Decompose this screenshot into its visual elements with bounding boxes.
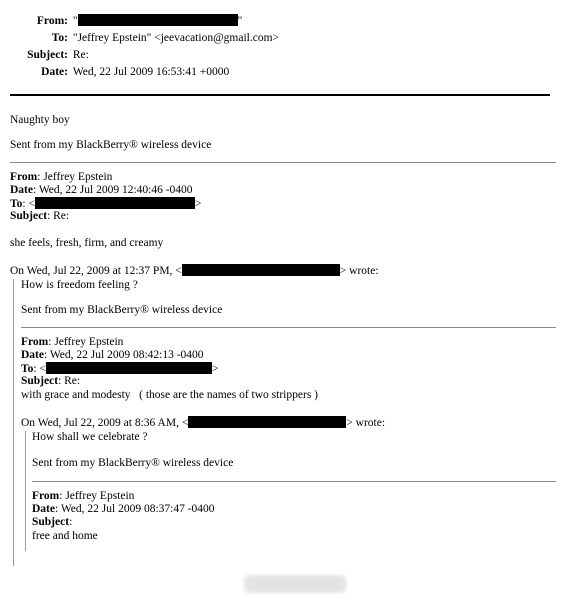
quote-bar-level-2 <box>25 431 26 551</box>
msg2-subject-label: Subject <box>10 210 48 222</box>
redaction-box <box>182 264 340 276</box>
msg2-from-value: : Jeffrey Epstein <box>37 171 113 183</box>
message-divider <box>10 162 556 163</box>
msg4-from-label: From <box>32 490 60 502</box>
header-subject-label: Subject: <box>27 49 68 61</box>
msg2-quote-intro <box>10 264 379 279</box>
redaction-box <box>78 14 238 26</box>
msg2-from-label: From <box>10 171 38 183</box>
quote1-body: How is freedom feeling ? <box>21 279 138 291</box>
watermark-logo <box>244 575 346 593</box>
msg2-quote-intro-suffix: > wrote: <box>339 265 379 277</box>
msg4-body: free and home <box>32 530 98 542</box>
quote1-divider <box>21 327 556 328</box>
quote2-body: How shall we celebrate ? <box>32 431 148 443</box>
msg4-subject-value: : <box>69 516 73 528</box>
msg2-from-row <box>10 171 112 185</box>
msg4-subject-label: Subject <box>32 516 70 528</box>
redaction-box <box>35 197 195 209</box>
msg4-from-value: : Jeffrey Epstein <box>59 490 135 502</box>
header-divider <box>10 94 550 96</box>
header-date-row <box>0 66 229 80</box>
msg2-body: she feels, fresh, firm, and creamy <box>10 237 164 249</box>
msg2-subject-value: : Re: <box>47 210 70 222</box>
msg2-subject-row <box>10 210 69 224</box>
header-date-value: Wed, 22 Jul 2009 16:53:41 +0000 <box>72 66 230 78</box>
msg3-subject-row <box>21 375 80 389</box>
quote2-signature: Sent from my BlackBerry® wireless device <box>32 457 234 469</box>
header-from-label: From: <box>36 15 68 27</box>
msg2-date-label: Date <box>10 184 33 196</box>
msg2-to-label: To <box>10 198 23 210</box>
msg3-date-label: Date <box>21 349 44 361</box>
header-subject-row <box>0 49 89 63</box>
msg3-body: with grace and modesty ( those are the names of two strippers ) <box>21 389 318 401</box>
msg2-to-suffix: > <box>194 198 202 210</box>
msg3-from-value: : Jeffrey Epstein <box>48 336 124 348</box>
header-to-value: "Jeffrey Epstein" <jeevacation@gmail.com> <box>72 32 280 44</box>
msg2-quote-intro-prefix: On Wed, Jul 22, 2009 at 12:37 PM, < <box>10 265 182 277</box>
msg3-subject-label: Subject <box>21 375 59 387</box>
quote2-divider <box>32 481 556 482</box>
header-from-open-quote: " <box>72 15 78 27</box>
msg4-from-row <box>32 490 134 504</box>
msg3-from-label: From <box>21 336 49 348</box>
msg3-date-row <box>21 349 204 363</box>
msg2-to-prefix: : < <box>22 198 35 210</box>
msg3-from-row <box>21 336 123 350</box>
msg4-date-label: Date <box>32 503 55 515</box>
msg3-quote-intro <box>21 416 385 431</box>
redaction-box <box>46 362 212 374</box>
msg3-subject-value: : Re: <box>58 375 81 387</box>
header-from-row <box>0 14 242 29</box>
msg3-to-suffix: > <box>211 363 219 375</box>
msg3-quote-intro-suffix: > wrote: <box>346 417 386 429</box>
msg2-date-value: : Wed, 22 Jul 2009 12:40:46 -0400 <box>33 184 193 196</box>
msg2-date-row <box>10 184 193 198</box>
msg4-subject-row <box>32 516 72 530</box>
msg3-to-label: To <box>21 363 34 375</box>
msg4-date-value: : Wed, 22 Jul 2009 08:37:47 -0400 <box>55 503 215 515</box>
msg3-quote-intro-prefix: On Wed, Jul 22, 2009 at 8:36 AM, < <box>21 417 189 429</box>
redaction-box <box>188 416 346 428</box>
header-to-row <box>0 32 279 46</box>
header-to-label: To: <box>51 32 68 44</box>
header-date-label: Date: <box>41 66 68 78</box>
reply-signature: Sent from my BlackBerry® wireless device <box>10 139 212 151</box>
quote-bar-level-1 <box>13 279 14 566</box>
quote1-signature: Sent from my BlackBerry® wireless device <box>21 304 223 316</box>
msg3-date-value: : Wed, 22 Jul 2009 08:42:13 -0400 <box>44 349 204 361</box>
msg4-date-row <box>32 503 215 517</box>
reply-body: Naughty boy <box>10 114 70 126</box>
msg3-to-prefix: : < <box>33 363 46 375</box>
header-subject-value: Re: <box>72 49 89 61</box>
header-from-close-quote: " <box>237 15 243 27</box>
